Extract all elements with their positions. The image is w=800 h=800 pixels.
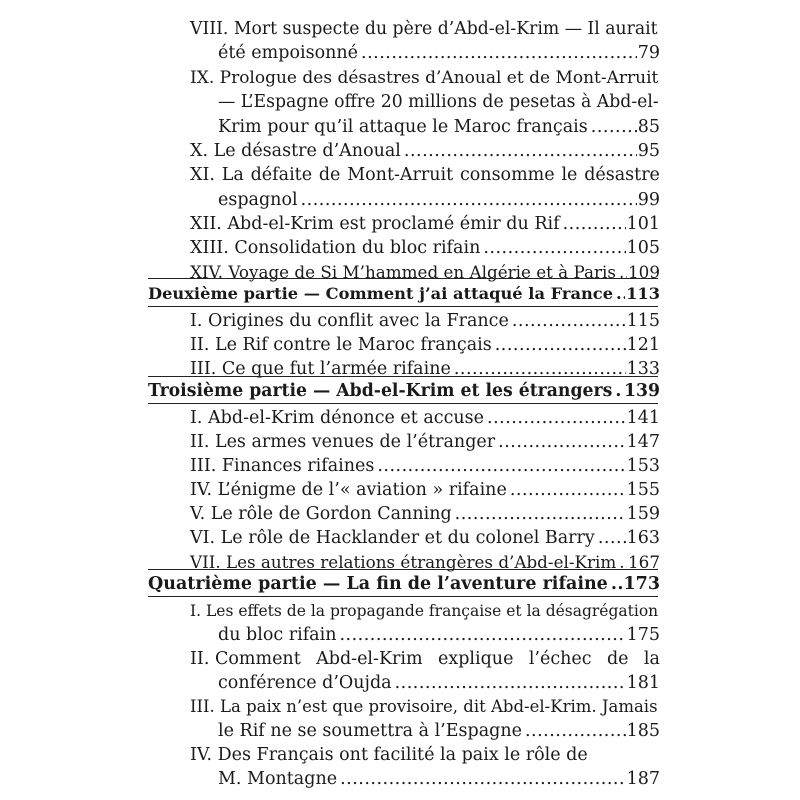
toc-entry-xi-line-1 (190, 163, 660, 187)
section-rule (148, 306, 658, 307)
toc-entry-title: conférence d’Oujda (218, 673, 392, 693)
toc-entry-viii (218, 41, 660, 65)
toc-page-number: 187 (626, 769, 660, 789)
word: la (643, 649, 660, 669)
toc-part-title: Deuxième partie — Comment j’ai attaqué la France (148, 284, 614, 303)
dot-leader (340, 767, 626, 791)
toc-part-title: Troisième partie — Abd-el-Krim et les étrangers (148, 381, 613, 401)
toc-entry-4-iv (218, 767, 660, 791)
dot-leader (454, 357, 626, 381)
dot-leader (598, 526, 626, 550)
toc-page-number: 175 (626, 625, 660, 645)
toc-entry-title: III. Ce que fut l’armée rifaine (190, 359, 451, 379)
toc-entry-ix-line-2: — L’Espagne offre 20 millions de pesetas à Abd-el- (218, 92, 659, 112)
toc-entry-4-iii (218, 719, 660, 743)
toc-entry-2-i (190, 309, 660, 333)
section-rule (148, 596, 658, 597)
toc-entry-title: XIV. Voyage de Si M’hammed en Algérie et à Paris (190, 262, 616, 282)
toc-entry-title: X. Le désastre d’Anoual (190, 141, 401, 161)
dot-leader (377, 454, 625, 478)
toc-page-number: 139 (623, 381, 660, 401)
toc-part-title: Quatrième partie — La fin de l’aventure rifaine (148, 574, 608, 594)
toc-part-troisieme (148, 379, 660, 403)
word: l’échec (528, 649, 592, 669)
toc-page-number: 159 (626, 504, 660, 524)
dot-leader (404, 139, 637, 163)
section-rule (148, 569, 658, 570)
toc-page-number: 115 (626, 311, 660, 331)
word: défaite (250, 165, 313, 185)
toc-entry-title: I. Origines du conflit avec la France (190, 311, 509, 331)
word: le (561, 165, 578, 185)
toc-entry-3-vi (190, 526, 660, 550)
dot-leader (339, 623, 625, 647)
toc-page-number: 109 (628, 262, 660, 282)
toc-entry-title: VI. Le rôle de Hacklander et du colonel Barry (190, 528, 595, 548)
toc-entry-xiv (190, 260, 660, 284)
toc-entry-title: XIII. Consolidation du bloc rifain (190, 238, 481, 258)
toc-entry-title: XII. Abd-el-Krim est proclamé émir du Rif (190, 214, 560, 234)
word: de (318, 165, 341, 185)
dot-leader (525, 719, 626, 743)
toc-entry-ix (218, 115, 660, 139)
word: XI. (190, 165, 215, 185)
toc-entry-x (190, 139, 660, 163)
toc-entry-title: été empoisonné (218, 43, 359, 63)
toc-page-number: 79 (637, 43, 660, 63)
dot-leader (512, 309, 626, 333)
toc-entry-3-iv (190, 478, 660, 502)
toc-entry-4-i-line-1: I. Les effets de la propagande française et la désagrégation (190, 602, 659, 620)
word: désastre (584, 165, 660, 185)
dot-leader (619, 260, 627, 284)
toc-entry-4-iv-line-1: IV. Des Français ont facilité la paix le rôle de (190, 745, 588, 765)
dot-leader (395, 671, 626, 695)
section-rule (148, 403, 658, 404)
dot-leader (591, 115, 637, 139)
toc-entry-viii-line-1: VIII. Mort suspecte du père d’Abd-el-Krim — Il aurait (190, 19, 658, 39)
toc-entry-3-vii (190, 550, 660, 574)
toc-entry-title: M. Montagne (218, 769, 338, 789)
toc-entry-title: VII. Les autres relations étrangères d’Abd-el-Krim (190, 552, 617, 572)
dot-leader (361, 41, 637, 65)
word: explique (437, 649, 514, 669)
toc-entry-4-iii-line-1: III. La paix n’est que provisoire, dit Abd-el-Krim. Jamais (190, 697, 658, 716)
toc-part-quatrieme (148, 572, 660, 596)
word: Mont-Arruit (347, 165, 454, 185)
dot-leader (498, 430, 625, 454)
word: II. Comment (190, 649, 301, 669)
toc-entry-title: II. Le Rif contre le Maroc français (190, 335, 492, 355)
toc-page-number: 147 (626, 432, 660, 452)
toc-page-number: 113 (626, 284, 660, 303)
dot-leader (611, 572, 623, 596)
toc-entry-4-ii-line-1 (190, 647, 660, 671)
dot-leader (616, 282, 625, 306)
toc-page-number: 155 (626, 480, 660, 500)
dot-leader (563, 212, 626, 236)
dot-leader (619, 550, 627, 574)
toc-page-number: 173 (623, 574, 660, 594)
toc-entry-title: espagnol (218, 190, 298, 210)
toc-page-number: 163 (626, 528, 660, 548)
section-rule (148, 278, 658, 279)
toc-part-deuxieme (148, 282, 660, 306)
dot-leader (455, 502, 626, 526)
dot-leader (301, 188, 637, 212)
toc-entry-title: III. Finances rifaines (190, 456, 375, 476)
dot-leader (487, 406, 626, 430)
toc-entry-4-ii (218, 671, 660, 695)
toc-entry-4-i (218, 623, 660, 647)
toc-page-number: 85 (637, 117, 660, 137)
toc-entry-title: Krim pour qu’il attaque le Maroc français (218, 117, 588, 137)
toc-entry-xii (190, 212, 660, 236)
toc-page-number: 95 (637, 141, 660, 161)
toc-page-number: 153 (626, 456, 660, 476)
dot-leader (510, 478, 626, 502)
toc-entry-title: du bloc rifain (218, 625, 337, 645)
dot-leader (615, 379, 623, 403)
word: consomme (459, 165, 555, 185)
toc-entry-3-i (190, 406, 660, 430)
dot-leader (495, 333, 626, 357)
toc-entry-2-ii (190, 333, 660, 357)
word: Abd-el-Krim (316, 649, 423, 669)
toc-page-number: 181 (626, 673, 660, 693)
word: de (606, 649, 629, 669)
toc-page-number: 141 (626, 408, 660, 428)
section-rule (148, 376, 658, 377)
toc-page-number: 133 (626, 359, 660, 379)
toc-page-number: 105 (626, 238, 660, 258)
toc-entry-ix-line-1: IX. Prologue des désastres d’Anoual et de Mont-Arruit (190, 68, 659, 88)
toc-page-number: 185 (626, 721, 660, 741)
word: La (221, 165, 244, 185)
dot-leader (483, 236, 625, 260)
toc-entry-title: V. Le rôle de Gordon Canning (190, 504, 452, 524)
toc-entry-2-iii (190, 357, 660, 381)
toc-entry-title: II. Les armes venues de l’étranger (190, 432, 496, 452)
toc-entry-title: I. Abd-el-Krim dénonce et accuse (190, 408, 485, 428)
toc-page-number: 167 (628, 552, 660, 572)
toc-page-number: 99 (637, 190, 660, 210)
toc-entry-xi (218, 188, 660, 212)
toc-entry-xiii (190, 236, 660, 260)
toc-entry-3-ii (190, 430, 660, 454)
toc-page-number: 101 (626, 214, 660, 234)
toc-entry-title: IV. L’énigme de l’« aviation » rifaine (190, 480, 507, 500)
toc-entry-title: le Rif ne se soumettra à l’Espagne (218, 721, 522, 741)
toc-page-number: 121 (626, 335, 660, 355)
toc-entry-3-iii (190, 454, 660, 478)
toc-entry-3-v (190, 502, 660, 526)
